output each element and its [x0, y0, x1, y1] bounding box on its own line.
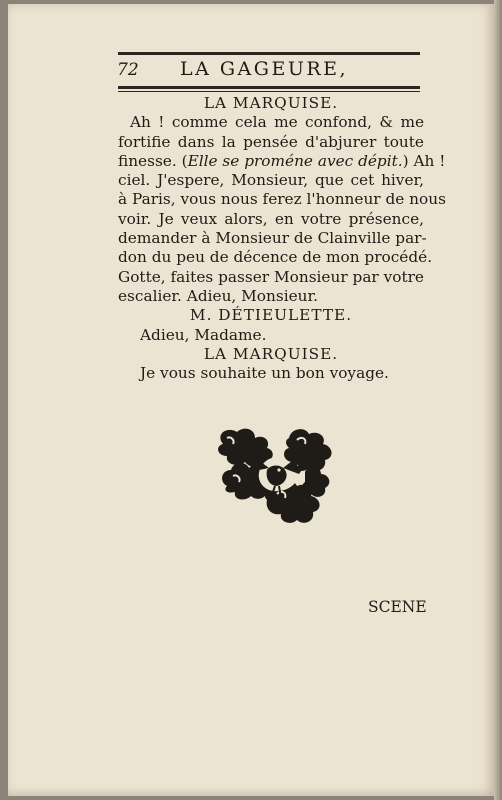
header-rule-bottom — [118, 86, 420, 89]
bird-among-clouds-icon — [205, 424, 341, 534]
text-line: Ah ! comme cela me confond, & me — [130, 113, 424, 132]
running-title: LA GAGEURE, — [180, 58, 349, 80]
text-line: à Paris, vous nous ferez l'honneur de nous — [118, 190, 446, 209]
text-segment: ) Ah ! — [402, 151, 446, 170]
play-text — [118, 94, 446, 383]
speech-line: Adieu, Madame. — [140, 325, 267, 344]
header-rule-top — [118, 52, 420, 55]
text-line: voir. Je veux alors, en votre présence, — [118, 209, 424, 228]
stage-direction: Elle se proméne avec dépit. — [187, 151, 403, 170]
page-number: 72 — [117, 60, 139, 80]
speaker-name: LA MARQUISE. — [203, 94, 339, 112]
speaker-name: LA MARQUISE. — [203, 344, 339, 363]
text-line: demander à Monsieur de Clainville par- — [118, 229, 427, 248]
text-line: escalier. Adieu, Monsieur. — [118, 286, 319, 305]
speaker-name: M. DÉTIEULETTE. — [189, 306, 353, 325]
text-line: don du peu de décence de mon procédé. — [118, 248, 433, 267]
page-edge — [494, 0, 502, 800]
text-line — [118, 151, 446, 171]
text-segment: finesse. ( — [118, 151, 188, 170]
text-line: ciel. J'espere, Monsieur, que cet hiver, — [118, 171, 424, 190]
speech-paragraph — [118, 113, 446, 306]
catchword: SCENE — [368, 598, 427, 616]
speech-line: Je vous souhaite un bon voyage. — [140, 364, 389, 383]
text-line: Gotte, faites passer Monsieur par votre — [118, 267, 424, 286]
text-line: fortifie dans la pensée d'abjurer toute — [118, 132, 424, 151]
